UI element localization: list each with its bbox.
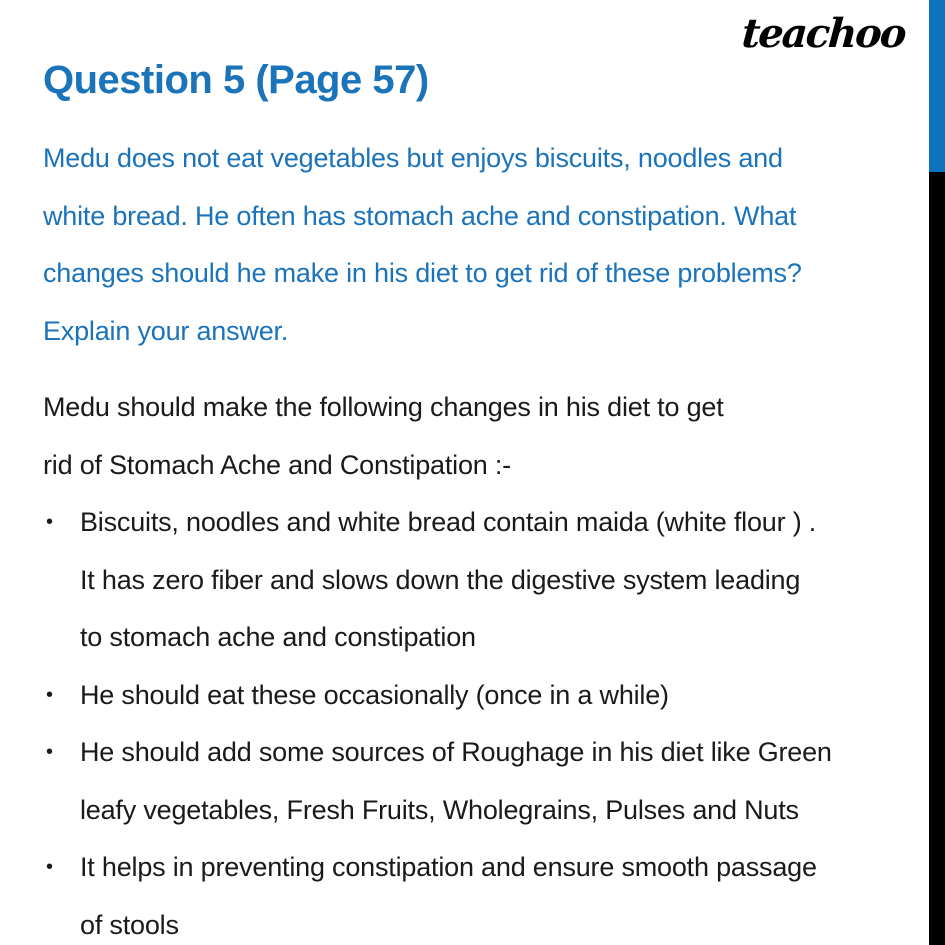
question-paragraph bbox=[43, 130, 911, 360]
bullet-icon: • bbox=[46, 683, 54, 706]
bullet-icon: • bbox=[46, 741, 54, 763]
question-line: changes should he make in his diet to get rid of these problems? bbox=[43, 258, 802, 288]
bullet-line: It helps in preventing constipation and ensure smooth passage bbox=[80, 852, 817, 882]
bullet-icon: • bbox=[46, 511, 54, 533]
bullet-line: of stools bbox=[80, 909, 179, 940]
list-item bbox=[43, 667, 911, 725]
question-line: Explain your answer. bbox=[43, 315, 289, 346]
bullet-line: He should add some sources of Roughage in his diet like Green bbox=[80, 737, 832, 767]
bullet-line: leafy vegetables, Fresh Fruits, Wholegrains, Pulses and Nuts bbox=[80, 794, 799, 825]
question-line: Medu does not eat vegetables but enjoys biscuits, noodles and bbox=[43, 143, 783, 173]
list-item bbox=[43, 839, 911, 945]
bullet-line: Biscuits, noodles and white bread contain maida (white flour ) . bbox=[80, 507, 817, 537]
bullet-text bbox=[80, 839, 911, 945]
list-item bbox=[43, 724, 911, 839]
answer-intro-line: rid of Stomach Ache and Constipation :- bbox=[43, 449, 511, 480]
slide-content bbox=[43, 56, 911, 945]
page-title: Question 5 (Page 57) bbox=[43, 58, 429, 102]
right-edge-blue-bar bbox=[929, 0, 945, 172]
question-line: white bread. He often has stomach ache and constipation. What bbox=[43, 200, 797, 231]
bullet-text bbox=[80, 494, 911, 667]
answer-intro-line: Medu should make the following changes in his diet to get bbox=[43, 392, 724, 422]
right-edge-black-bar bbox=[929, 172, 945, 945]
bullet-text bbox=[80, 724, 911, 839]
teachoo-logo: teachoo bbox=[740, 10, 907, 57]
answer-intro bbox=[43, 379, 911, 494]
bullet-text bbox=[80, 667, 911, 725]
bullet-line: He should eat these occasionally (once in a while) bbox=[80, 679, 669, 710]
bullet-line: It has zero fiber and slows down the digestive system leading bbox=[80, 564, 801, 595]
list-item bbox=[43, 494, 911, 667]
bullet-icon: • bbox=[46, 856, 54, 878]
answer-bullet-list bbox=[43, 494, 911, 945]
bullet-line: to stomach ache and constipation bbox=[80, 622, 476, 652]
